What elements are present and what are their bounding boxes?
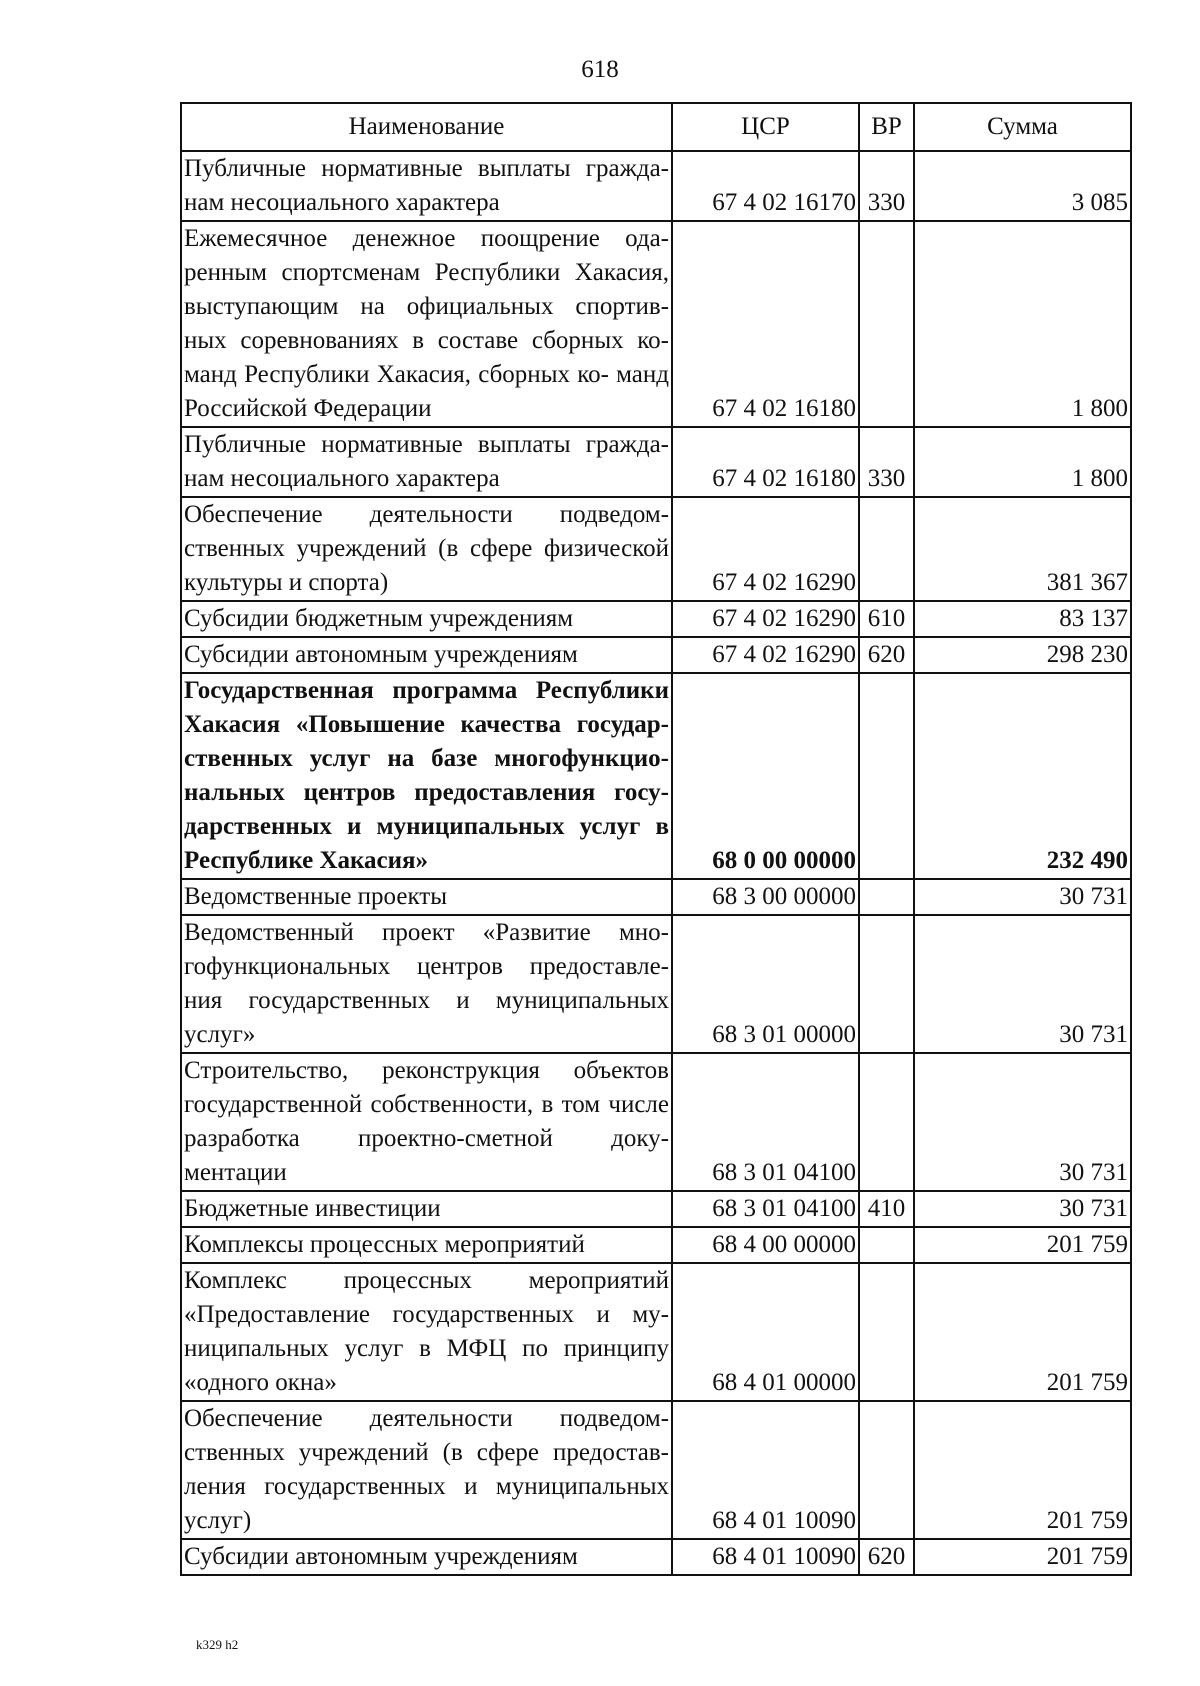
row-csr-cell: 67 4 02 16290 — [672, 637, 859, 673]
row-vr-cell — [859, 1227, 914, 1263]
row-name-cell: Публичные нормативные выплаты гражда- нам несоциального характера — [181, 151, 672, 221]
row-vr-cell: 620 — [859, 637, 914, 673]
row-vr-cell — [859, 1263, 914, 1401]
page-number: 618 — [581, 56, 619, 83]
row-csr-cell: 68 3 01 04100 — [672, 1191, 859, 1227]
row-sum-cell: 298 230 — [914, 637, 1131, 673]
row-vr-cell — [859, 1053, 914, 1191]
table-row — [181, 1053, 1131, 1191]
row-sum-cell: 3 085 — [914, 151, 1131, 221]
row-name-cell: Субсидии автономным учреждениям — [181, 1539, 672, 1575]
row-csr-cell: 68 4 00 00000 — [672, 1227, 859, 1263]
row-sum-cell: 201 759 — [914, 1227, 1131, 1263]
table-row — [181, 915, 1131, 1053]
table-row — [181, 497, 1131, 601]
table-row — [181, 151, 1131, 221]
row-name-cell: Субсидии бюджетным учреждениям — [181, 601, 672, 637]
row-vr-cell: 410 — [859, 1191, 914, 1227]
row-sum-cell: 201 759 — [914, 1401, 1131, 1539]
row-csr-cell: 68 4 01 10090 — [672, 1539, 859, 1575]
row-vr-cell — [859, 673, 914, 879]
row-name-cell: Строительство, реконструкция объектов государственной собственности, в том числе разработка проектно-сметной доку- ментации — [181, 1053, 672, 1191]
row-name-cell: Обеспечение деятельности подведом- ственных учреждений (в сфере физической культуры и спорта) — [181, 497, 672, 601]
row-name-cell: Ведомственные проекты — [181, 879, 672, 915]
row-csr-cell: 67 4 02 16170 — [672, 151, 859, 221]
row-sum-cell: 201 759 — [914, 1539, 1131, 1575]
header-sum: Сумма — [914, 103, 1131, 151]
table-row — [181, 1191, 1131, 1227]
table-row — [181, 1263, 1131, 1401]
row-csr-cell: 68 3 01 04100 — [672, 1053, 859, 1191]
row-csr-cell: 67 4 02 16180 — [672, 221, 859, 427]
row-name-cell: Публичные нормативные выплаты гражда- нам несоциального характера — [181, 427, 672, 497]
table-row — [181, 221, 1131, 427]
table-row — [181, 1539, 1131, 1575]
row-vr-cell: 620 — [859, 1539, 914, 1575]
row-name-cell: Обеспечение деятельности подведом- ственных учреждений (в сфере предостав- ления государственных и муниципальных услуг) — [181, 1401, 672, 1539]
row-vr-cell: 610 — [859, 601, 914, 637]
row-name-cell: Ежемесячное денежное поощрение ода- ренным спортсменам Республики Хакасия, выступающим на официальных спортив- ных соревнованиях в составе сборных ко- манд Республики Хакасия, сборных ко- манд Российской Федерации — [181, 221, 672, 427]
table-row — [181, 673, 1131, 879]
row-vr-cell — [859, 1401, 914, 1539]
row-name-cell: Комплексы процессных мероприятий — [181, 1227, 672, 1263]
table-row — [181, 601, 1131, 637]
row-sum-cell: 381 367 — [914, 497, 1131, 601]
row-sum-cell: 1 800 — [914, 221, 1131, 427]
footer-code: k329 h2 — [196, 1637, 239, 1652]
row-vr-cell — [859, 915, 914, 1053]
row-name-cell: Комплекс процессных мероприятий «Предоставление государственных и му- ниципальных услуг в МФЦ по принципу «одного окна» — [181, 1263, 672, 1401]
row-sum-cell: 201 759 — [914, 1263, 1131, 1401]
row-name-cell: Ведомственный проект «Развитие мно- гофункциональных центров предоставле- ния государственных и муниципальных услуг» — [181, 915, 672, 1053]
table-row — [181, 1401, 1131, 1539]
row-sum-cell: 30 731 — [914, 879, 1131, 915]
row-name-cell: Субсидии автономным учреждениям — [181, 637, 672, 673]
row-csr-cell: 67 4 02 16180 — [672, 427, 859, 497]
table-row — [181, 879, 1131, 915]
table-header-row — [181, 103, 1131, 151]
row-vr-cell — [859, 221, 914, 427]
row-name-cell: Бюджетные инвестиции — [181, 1191, 672, 1227]
header-vr: ВР — [859, 103, 914, 151]
row-name-cell: Государственная программа Республики Хакасия «Повышение качества государ- ственных услуг на базе многофункцио- нальных центров предоставления госу- дарственных и муниципальных услуг в Республике Хакасия» — [181, 673, 672, 879]
table-row — [181, 637, 1131, 673]
header-name: Наименование — [181, 103, 672, 151]
row-sum-cell: 1 800 — [914, 427, 1131, 497]
row-sum-cell: 30 731 — [914, 1191, 1131, 1227]
row-vr-cell: 330 — [859, 151, 914, 221]
table-row — [181, 1227, 1131, 1263]
row-csr-cell: 68 4 01 10090 — [672, 1401, 859, 1539]
row-csr-cell: 68 3 01 00000 — [672, 915, 859, 1053]
row-sum-cell: 30 731 — [914, 915, 1131, 1053]
row-vr-cell — [859, 497, 914, 601]
row-csr-cell: 68 3 00 00000 — [672, 879, 859, 915]
row-vr-cell: 330 — [859, 427, 914, 497]
row-csr-cell: 67 4 02 16290 — [672, 601, 859, 637]
row-sum-cell: 83 137 — [914, 601, 1131, 637]
row-sum-cell: 30 731 — [914, 1053, 1131, 1191]
header-csr: ЦСР — [672, 103, 859, 151]
row-sum-cell: 232 490 — [914, 673, 1131, 879]
row-vr-cell — [859, 879, 914, 915]
row-csr-cell: 67 4 02 16290 — [672, 497, 859, 601]
row-csr-cell: 68 0 00 00000 — [672, 673, 859, 879]
row-csr-cell: 68 4 01 00000 — [672, 1263, 859, 1401]
table-row — [181, 427, 1131, 497]
budget-table — [180, 102, 1132, 1576]
